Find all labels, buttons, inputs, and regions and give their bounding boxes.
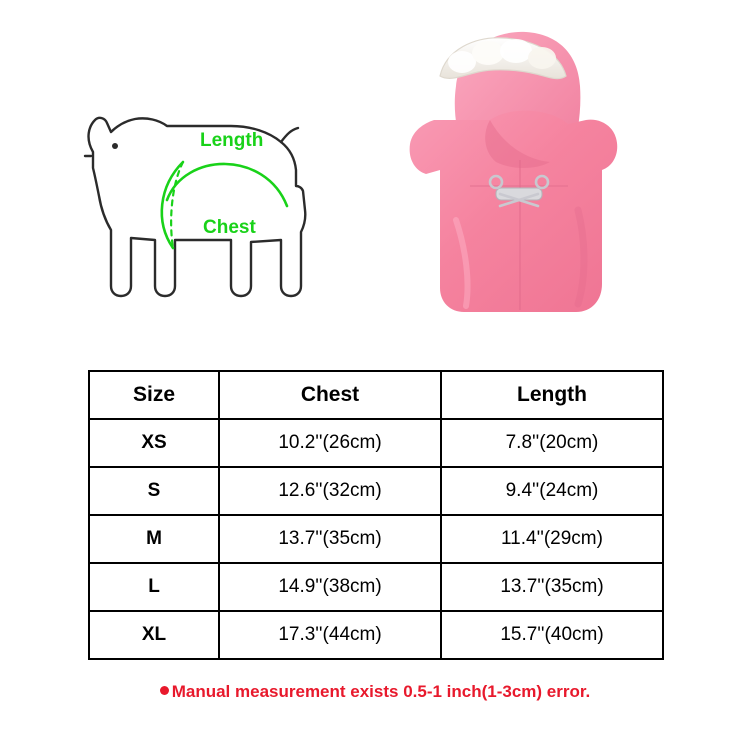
size-table — [88, 370, 664, 660]
cell-size: XS — [89, 419, 219, 467]
cell-length: 11.4''(29cm) — [441, 515, 663, 563]
length-label: Length — [200, 130, 264, 151]
cell-length: 7.8''(20cm) — [441, 419, 663, 467]
cell-chest: 17.3''(44cm) — [219, 611, 441, 659]
table-row — [89, 515, 663, 563]
table-row — [89, 563, 663, 611]
measurement-disclaimer — [0, 682, 750, 702]
cell-length: 9.4''(24cm) — [441, 467, 663, 515]
header-size: Size — [89, 371, 219, 419]
cell-size: L — [89, 563, 219, 611]
bullet-icon — [160, 686, 169, 695]
cell-size: M — [89, 515, 219, 563]
table-header-row — [89, 371, 663, 419]
cell-size: S — [89, 467, 219, 515]
cell-chest: 10.2''(26cm) — [219, 419, 441, 467]
cell-chest: 14.9''(38cm) — [219, 563, 441, 611]
table-row — [89, 419, 663, 467]
dog-outline-icon — [55, 90, 355, 330]
header-length: Length — [441, 371, 663, 419]
cell-length: 15.7''(40cm) — [441, 611, 663, 659]
chest-label: Chest — [203, 217, 256, 238]
illustration-area — [0, 0, 750, 355]
dog-measurement-diagram — [55, 90, 355, 330]
cell-chest: 12.6''(32cm) — [219, 467, 441, 515]
product-photo — [400, 20, 730, 350]
pink-dog-hoodie-coat-photo — [400, 20, 730, 350]
header-chest: Chest — [219, 371, 441, 419]
table-row — [89, 611, 663, 659]
cell-length: 13.7''(35cm) — [441, 563, 663, 611]
disclaimer-text: Manual measurement exists 0.5-1 inch(1-3cm) error. — [171, 682, 591, 701]
cell-size: XL — [89, 611, 219, 659]
table-row — [89, 467, 663, 515]
cell-chest: 13.7''(35cm) — [219, 515, 441, 563]
